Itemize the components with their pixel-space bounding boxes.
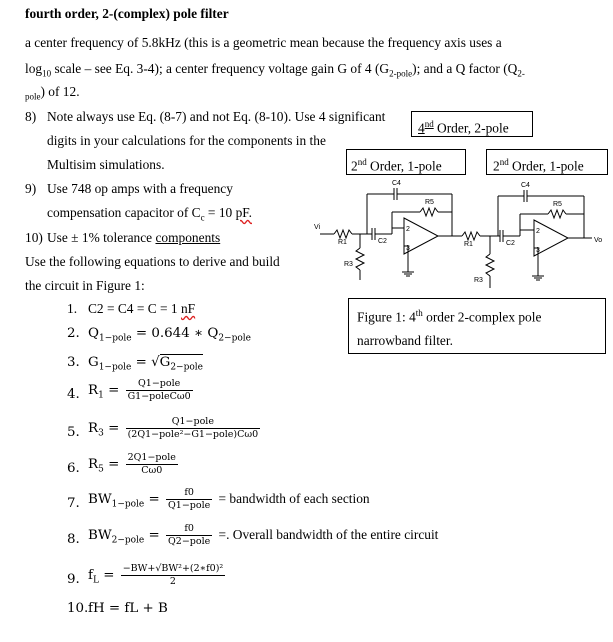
caption-text: Figure 1: 4 bbox=[357, 309, 416, 325]
box-text: Order, 2-pole bbox=[433, 120, 509, 136]
eq-2-number: 2. bbox=[67, 326, 80, 341]
item-9-text: = 10 bbox=[204, 205, 236, 220]
box-4th-order bbox=[411, 111, 533, 137]
item-9-sub: c bbox=[200, 212, 205, 223]
eq-7: $BW_{1-pole}$ = $\frac{f0}{\text{Q1−pole}}$ = bandwidth of each section bbox=[88, 487, 370, 511]
box-2nd-order-right bbox=[486, 149, 608, 175]
eq-sub: 2−pole bbox=[218, 333, 251, 344]
caption-sup: th bbox=[415, 308, 423, 318]
eq-sub: 1 bbox=[98, 390, 104, 401]
eq-den: Q1−pole bbox=[168, 500, 211, 511]
eq-text: R bbox=[88, 457, 99, 472]
r5-label: R5 bbox=[425, 199, 434, 206]
eq-num: 2Q1−pole bbox=[127, 452, 176, 463]
caption-text: order 2-complex pole bbox=[422, 309, 542, 325]
caption-line-2: narrowband filter. bbox=[357, 333, 453, 349]
ground-icon bbox=[402, 272, 414, 276]
item-9-number: 9) bbox=[25, 181, 37, 196]
eq-text: = √ bbox=[131, 355, 160, 370]
eq-9-fraction bbox=[121, 563, 226, 588]
r3-label: R3 bbox=[344, 261, 353, 268]
eq-2 bbox=[88, 326, 251, 344]
eq-1 bbox=[88, 301, 195, 317]
eq-5-fraction bbox=[126, 416, 261, 441]
item-10-line bbox=[47, 230, 220, 246]
eq-4-fraction bbox=[126, 378, 193, 403]
item-9-text: compensation capacitor of C bbox=[47, 205, 201, 220]
eq-text: R bbox=[88, 383, 99, 398]
eq-sub: L bbox=[92, 575, 99, 586]
eq-den: (2Q1−pole²−G1−pole)Cω0 bbox=[127, 429, 259, 440]
item-8-line-1: Note always use Eq. (8-7) and not Eq. (8-10). Use 4 significant bbox=[47, 109, 386, 124]
eq-1-number: 1. bbox=[67, 301, 78, 316]
r1-label: R1 bbox=[338, 239, 347, 246]
follow-line-2: the circuit in Figure 1: bbox=[25, 278, 145, 293]
r3b-label: R3 bbox=[474, 277, 483, 284]
item-8-number: 8) bbox=[25, 109, 37, 124]
eq-num: f0 bbox=[166, 523, 212, 536]
eq-9-number: 9. bbox=[67, 572, 80, 587]
eq-7-fraction bbox=[166, 487, 212, 512]
item-10-text: Use ± 1% tolerance bbox=[47, 230, 156, 245]
eq-10: fH = fL + B bbox=[88, 601, 168, 616]
intro-line-3 bbox=[25, 84, 80, 102]
figure-caption bbox=[348, 298, 606, 354]
spellcheck-word: pF. bbox=[235, 205, 252, 220]
eq-sub: 1−pole bbox=[111, 499, 145, 510]
eq-text: f bbox=[88, 568, 93, 583]
eq-num: Q1−pole bbox=[126, 378, 193, 391]
resistor-icon bbox=[334, 230, 352, 238]
eq-text: BW bbox=[88, 528, 112, 543]
eq-sub: 3 bbox=[98, 428, 104, 439]
pin-3b-label: 3 bbox=[536, 247, 540, 254]
eq-sub: 2−pole bbox=[170, 362, 203, 373]
box-sup: nd bbox=[424, 119, 434, 129]
intro-line-2 bbox=[25, 61, 525, 79]
box-2nd-order-left bbox=[346, 149, 466, 175]
item-10-underlined: components bbox=[155, 230, 221, 245]
intro-text: log bbox=[25, 61, 43, 76]
intro-text: ); and a Q factor (Q bbox=[412, 61, 518, 76]
item-9-line-2 bbox=[47, 205, 252, 223]
eq-text: R bbox=[88, 421, 99, 436]
eq-text: G bbox=[88, 355, 99, 370]
eq-text: = 0.644 ∗ Q bbox=[131, 326, 219, 341]
eq-num: Q1−pole bbox=[126, 416, 261, 429]
eq-sub: 5 bbox=[98, 464, 104, 475]
eq-9: $f_L$ = $\frac{\text{−BW+√BW²+(2∗f0)²}}{2}$ bbox=[88, 563, 224, 587]
resistor-icon bbox=[420, 208, 438, 216]
eq-3 bbox=[88, 355, 203, 373]
eq-den: G1−poleCω0 bbox=[127, 391, 191, 402]
c4-label: C4 bbox=[392, 180, 401, 187]
box-text: 4 bbox=[418, 120, 425, 136]
eq-8-number: 8. bbox=[67, 532, 80, 547]
resistor-icon bbox=[356, 248, 364, 270]
eq-6-number: 6. bbox=[67, 461, 80, 476]
follow-line-1: Use the following equations to derive and build bbox=[25, 254, 280, 269]
pin-2-label: 2 bbox=[406, 226, 410, 233]
intro-sub: 10 bbox=[42, 68, 52, 79]
vo-label: Vo bbox=[594, 237, 603, 244]
eq-4: $R_1$ = $\frac{\text{Q1−pole}}{\text{G1−poleCω0}}$ bbox=[88, 378, 191, 402]
circuit-schematic bbox=[312, 176, 612, 296]
caption-line-1 bbox=[357, 301, 605, 329]
item-10-number: 10) bbox=[25, 230, 43, 245]
eq-1-text: C2 = C4 = C = 1 bbox=[88, 301, 181, 316]
box-text: Order, 1-pole bbox=[508, 158, 584, 174]
eq-8-fraction bbox=[166, 523, 212, 548]
pin-2b-label: 2 bbox=[536, 228, 540, 235]
eq-den: Cω0 bbox=[141, 465, 163, 476]
resistor-icon bbox=[486, 254, 494, 276]
ground-icon bbox=[532, 276, 544, 280]
vi-label: Vi bbox=[314, 224, 321, 231]
eq-num: −BW+√BW²+(2∗f0)² bbox=[122, 563, 224, 574]
c2-label: C2 bbox=[378, 238, 387, 245]
page-title: fourth order, 2-(complex) pole filter bbox=[25, 6, 229, 21]
pin-3-label: 3 bbox=[406, 245, 410, 252]
eq-5-number: 5. bbox=[67, 425, 80, 440]
eq-sub: 2−pole bbox=[111, 535, 145, 546]
eq-sub: 1−pole bbox=[98, 362, 132, 373]
box-text: 2 bbox=[493, 158, 500, 174]
box-sup: nd bbox=[357, 157, 367, 167]
box-text: Order, 1-pole bbox=[366, 158, 442, 174]
eq-4-number: 4. bbox=[67, 387, 80, 402]
box-text: 2 bbox=[351, 158, 358, 174]
eq-sub: 1−pole bbox=[98, 333, 132, 344]
eq-3-number: 3. bbox=[67, 355, 80, 370]
eq-text: BW bbox=[88, 492, 112, 507]
eq-7-number: 7. bbox=[67, 496, 80, 511]
intro-sub: pole bbox=[25, 91, 41, 102]
resistor-icon bbox=[462, 232, 480, 240]
c4b-label: C4 bbox=[521, 182, 530, 189]
eq-1-unit: nF bbox=[180, 301, 196, 316]
eq-8-tail: =. Overall bandwidth of the entire circuit bbox=[218, 527, 439, 542]
box-sup: nd bbox=[499, 157, 509, 167]
intro-text: scale – see Eq. 3-4); a center frequency voltage gain G of 4 (G bbox=[51, 61, 390, 76]
eq-num: f0 bbox=[166, 487, 212, 500]
eq-8: $BW_{2-pole}$ = $\frac{f0}{\text{Q2−pole}}$ =. Overall bandwidth of the entire circuit bbox=[88, 523, 439, 547]
eq-7-tail: = bandwidth of each section bbox=[218, 491, 370, 506]
resistor-icon bbox=[548, 210, 566, 218]
eq-6: $R_5$ = $\frac{\text{2Q1−pole}}{C\omega 0}$ bbox=[88, 452, 176, 476]
r1b-label: R1 bbox=[464, 241, 473, 248]
c2b-label: C2 bbox=[506, 240, 515, 247]
item-8-line-3: Multisim simulations. bbox=[47, 157, 165, 172]
r5b-label: R5 bbox=[553, 201, 562, 208]
item-9-line-1: Use 748 op amps with a frequency bbox=[47, 181, 233, 196]
eq-text: G bbox=[159, 355, 171, 370]
eq-10-number: 10. bbox=[67, 601, 89, 616]
eq-den: Q2−pole bbox=[168, 536, 211, 547]
intro-sub: 2-pole bbox=[389, 68, 413, 79]
eq-den: 2 bbox=[169, 576, 176, 587]
item-8-line-2: digits in your calculations for the components in the bbox=[47, 133, 326, 148]
intro-line-1: a center frequency of 5.8kHz (this is a geometric mean because the frequency axis uses a bbox=[25, 35, 502, 50]
eq-text: Q bbox=[88, 326, 99, 341]
eq-5: $R_3$ = $\frac{\text{Q1−pole}}{\text{(2Q1−pole²−G1−pole)Cω0}}$ bbox=[88, 416, 259, 440]
eq-6-fraction bbox=[126, 452, 178, 477]
intro-text: ) of 12. bbox=[40, 84, 80, 99]
intro-sub: 2- bbox=[517, 68, 525, 79]
